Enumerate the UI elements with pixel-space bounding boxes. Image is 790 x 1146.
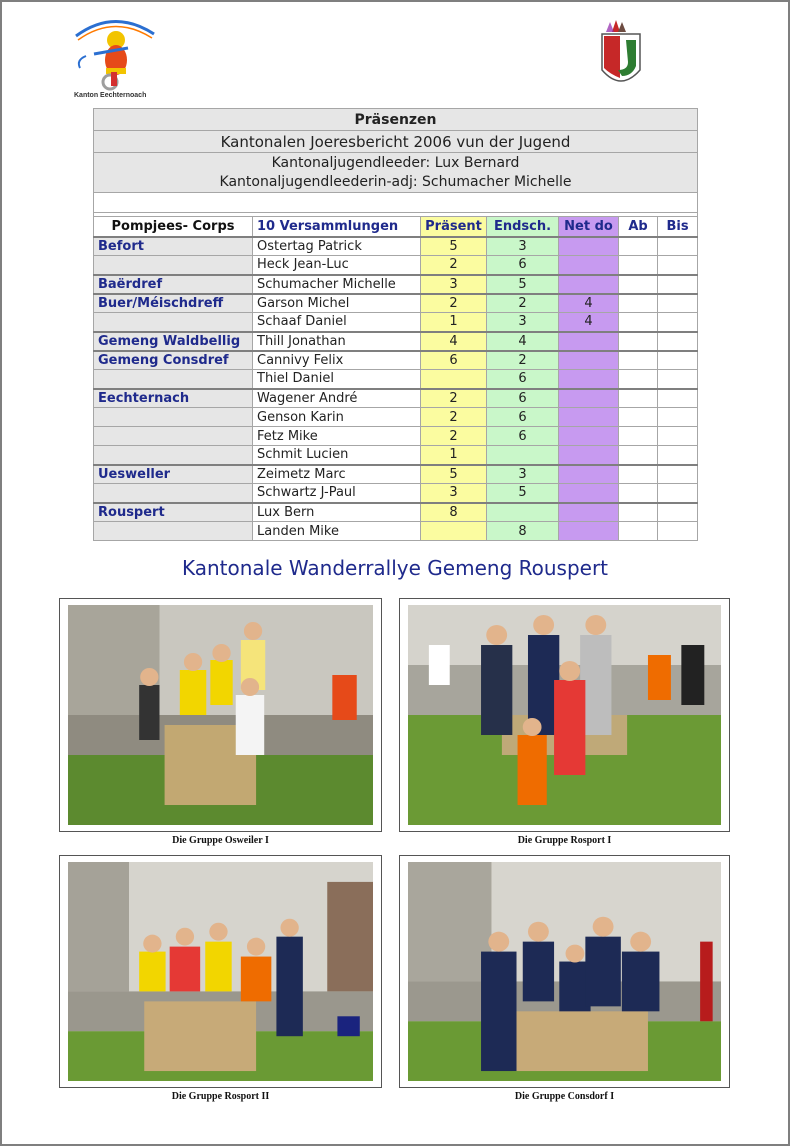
excused-cell: 4 (487, 332, 559, 351)
excused-cell: 8 (487, 522, 559, 541)
corps-cell: Uesweller (94, 465, 253, 484)
excused-cell: 6 (487, 427, 559, 446)
excused-cell: 2 (487, 351, 559, 370)
present-cell: 2 (421, 427, 487, 446)
to-cell (658, 351, 698, 370)
absent-cell (559, 351, 619, 370)
member-name-cell: Wagener André (253, 389, 421, 408)
excused-cell: 2 (487, 294, 559, 313)
to-cell (658, 294, 698, 313)
col-header-corps: Pompjees- Corps (94, 217, 253, 237)
leader-adj-line: Kantonaljugendleederin-adj: Schumacher Michelle (219, 173, 572, 190)
absent-cell: 4 (559, 294, 619, 313)
excused-cell: 6 (487, 256, 559, 275)
to-cell (658, 522, 698, 541)
table-row (94, 408, 698, 427)
excused-cell: 6 (487, 370, 559, 389)
absent-cell (559, 503, 619, 522)
member-name-cell: Thill Jonathan (253, 332, 421, 351)
table-row (94, 294, 698, 313)
table-row (94, 427, 698, 446)
present-cell: 3 (421, 484, 487, 503)
member-name-cell: Cannivy Felix (253, 351, 421, 370)
corps-cell (94, 256, 253, 275)
absent-cell (559, 275, 619, 294)
logo-caption: Kanton Eechternoach (74, 92, 147, 99)
present-cell: 6 (421, 351, 487, 370)
excused-cell (487, 446, 559, 465)
photo-caption: Die Gruppe Rosport I (517, 835, 612, 846)
member-name-cell: Schaaf Daniel (253, 313, 421, 332)
photo-caption: Die Gruppe Consdorf I (514, 1091, 615, 1102)
present-cell: 5 (421, 237, 487, 256)
col-header-to: Bis (658, 217, 698, 237)
present-cell (421, 370, 487, 389)
to-cell (658, 427, 698, 446)
corps-cell: Gemeng Waldbellig (94, 332, 253, 351)
to-cell (658, 446, 698, 465)
rally-title: Kantonale Wanderrallye Gemeng Rouspert (181, 556, 609, 580)
group-photo (408, 605, 721, 825)
present-cell: 3 (421, 275, 487, 294)
member-name-cell: Schwartz J-Paul (253, 484, 421, 503)
present-cell: 1 (421, 313, 487, 332)
absent-cell (559, 446, 619, 465)
member-name-cell: Landen Mike (253, 522, 421, 541)
report-title: Präsenzen (94, 109, 698, 131)
present-cell: 2 (421, 294, 487, 313)
corps-cell: Gemeng Consdref (94, 351, 253, 370)
from-cell (619, 503, 658, 522)
excused-cell: 5 (487, 484, 559, 503)
corps-cell: Rouspert (94, 503, 253, 522)
from-cell (619, 275, 658, 294)
member-name-cell: Schmit Lucien (253, 446, 421, 465)
table-row (94, 256, 698, 275)
member-name-cell: Heck Jean-Luc (253, 256, 421, 275)
group-photo (68, 862, 373, 1081)
photo-frame-consdorf (399, 855, 730, 1088)
to-cell (658, 313, 698, 332)
col-header-present: Präsent (421, 217, 487, 237)
excused-cell: 6 (487, 408, 559, 427)
report-leaders (94, 153, 698, 193)
col-header-from: Ab (619, 217, 658, 237)
col-header-excused: Endsch. (487, 217, 559, 237)
from-cell (619, 427, 658, 446)
to-cell (658, 465, 698, 484)
corps-cell (94, 370, 253, 389)
from-cell (619, 465, 658, 484)
col-header-absent: Net do (559, 217, 619, 237)
excused-cell: 6 (487, 389, 559, 408)
table-row (94, 351, 698, 370)
absent-cell (559, 237, 619, 256)
from-cell (619, 237, 658, 256)
group-photo (408, 862, 721, 1081)
present-cell: 2 (421, 256, 487, 275)
to-cell (658, 332, 698, 351)
jugendpompjeen-mascot-logo (66, 10, 166, 102)
corps-cell (94, 522, 253, 541)
to-cell (658, 408, 698, 427)
photo-frame-osweiler (59, 598, 382, 832)
from-cell (619, 256, 658, 275)
corps-cell (94, 484, 253, 503)
member-name-cell: Lux Bern (253, 503, 421, 522)
present-cell: 2 (421, 408, 487, 427)
table-row (94, 484, 698, 503)
member-name-cell: Genson Karin (253, 408, 421, 427)
from-cell (619, 313, 658, 332)
table-row (94, 275, 698, 294)
attendance-table (93, 108, 698, 541)
excused-cell: 5 (487, 275, 559, 294)
absent-cell (559, 408, 619, 427)
member-name-cell: Garson Michel (253, 294, 421, 313)
to-cell (658, 389, 698, 408)
group-photo (68, 605, 373, 825)
absent-cell (559, 370, 619, 389)
absent-cell (559, 256, 619, 275)
column-header-row (94, 217, 698, 237)
table-row (94, 237, 698, 256)
member-name-cell: Zeimetz Marc (253, 465, 421, 484)
excused-cell (487, 503, 559, 522)
table-row (94, 503, 698, 522)
to-cell (658, 237, 698, 256)
present-cell: 8 (421, 503, 487, 522)
member-name-cell: Ostertag Patrick (253, 237, 421, 256)
table-row (94, 370, 698, 389)
table-row (94, 332, 698, 351)
from-cell (619, 294, 658, 313)
present-cell: 2 (421, 389, 487, 408)
corps-cell: Befort (94, 237, 253, 256)
from-cell (619, 389, 658, 408)
from-cell (619, 446, 658, 465)
photo-caption: Die Gruppe Osweiler I (172, 835, 269, 846)
to-cell (658, 256, 698, 275)
photo-caption: Die Gruppe Rosport II (171, 1091, 270, 1102)
table-row (94, 313, 698, 332)
corps-cell: Buer/Méischdreff (94, 294, 253, 313)
from-cell (619, 522, 658, 541)
corps-cell: Eechternach (94, 389, 253, 408)
present-cell: 4 (421, 332, 487, 351)
member-name-cell: Thiel Daniel (253, 370, 421, 389)
col-header-meetings: 10 Versammlungen (253, 217, 421, 237)
photo-frame-rosport-2 (59, 855, 382, 1088)
to-cell (658, 484, 698, 503)
member-name-cell: Fetz Mike (253, 427, 421, 446)
table-row (94, 446, 698, 465)
absent-cell: 4 (559, 313, 619, 332)
present-cell: 5 (421, 465, 487, 484)
corps-cell (94, 427, 253, 446)
from-cell (619, 484, 658, 503)
corps-cell (94, 313, 253, 332)
member-name-cell: Schumacher Michelle (253, 275, 421, 294)
from-cell (619, 332, 658, 351)
present-cell (421, 522, 487, 541)
corps-cell (94, 408, 253, 427)
absent-cell (559, 465, 619, 484)
table-row (94, 465, 698, 484)
excused-cell: 3 (487, 313, 559, 332)
absent-cell (559, 522, 619, 541)
table-row (94, 389, 698, 408)
absent-cell (559, 389, 619, 408)
absent-cell (559, 332, 619, 351)
excused-cell: 3 (487, 465, 559, 484)
photo-frame-rosport-1 (399, 598, 730, 832)
corps-cell: Baërdref (94, 275, 253, 294)
table-row (94, 522, 698, 541)
to-cell (658, 503, 698, 522)
from-cell (619, 370, 658, 389)
fire-brigade-shield-logo (596, 18, 646, 94)
from-cell (619, 351, 658, 370)
to-cell (658, 370, 698, 389)
from-cell (619, 408, 658, 427)
leader-line: Kantonaljugendleeder: Lux Bernard (271, 154, 520, 171)
absent-cell (559, 427, 619, 446)
spacer-row (94, 193, 698, 213)
excused-cell: 3 (487, 237, 559, 256)
to-cell (658, 275, 698, 294)
absent-cell (559, 484, 619, 503)
report-subtitle: Kantonalen Joeresbericht 2006 vun der Jugend (94, 131, 698, 153)
corps-cell (94, 446, 253, 465)
present-cell: 1 (421, 446, 487, 465)
